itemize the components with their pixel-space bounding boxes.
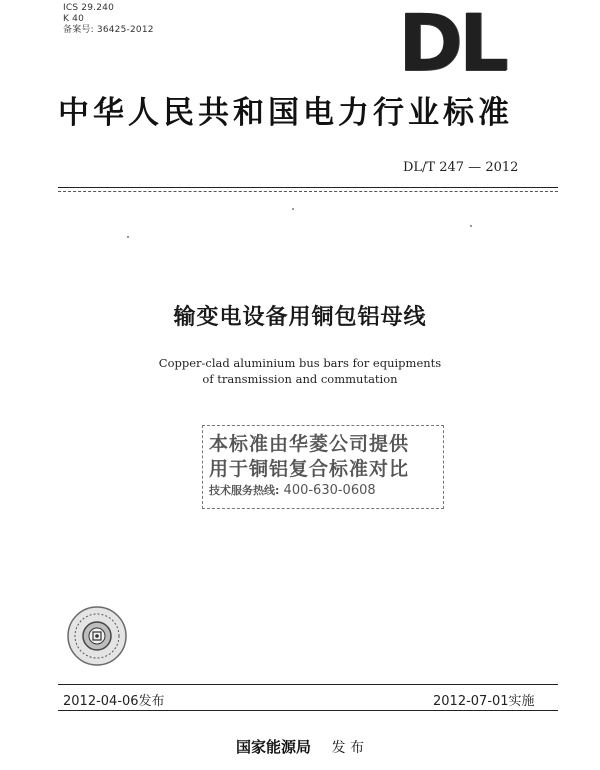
dl-logo: DL	[398, 0, 505, 89]
stamp-line-3	[209, 482, 437, 498]
scan-speck	[470, 225, 472, 227]
publisher-action: 发 布	[331, 740, 364, 756]
hotline-label: 技术服务热线:	[209, 484, 280, 497]
emblem-seal-icon	[66, 605, 128, 667]
title-en-line-1: Copper-clad aluminium bus bars for equipments	[158, 356, 442, 370]
title-en-line-2: of transmission and commutation	[202, 372, 398, 386]
hotline-number: 400-630-0608	[283, 483, 376, 498]
document-title-cn: 输变电设备用铜包铝母线	[173, 305, 427, 330]
record-number: 备案号: 36425-2012	[63, 25, 154, 35]
footer-rule-top	[58, 684, 558, 685]
header-rule	[58, 187, 558, 188]
standard-title: 中华人民共和国电力行业标准	[58, 95, 513, 131]
ccs-code: K 40	[63, 14, 85, 24]
implementation-date: 2012-07-01实施	[433, 694, 535, 709]
scan-speck	[127, 236, 129, 238]
header-rule-dashed	[58, 191, 558, 192]
stamp-line-2: 用于铜铝复合标准对比	[209, 458, 410, 480]
document-title-en	[0, 355, 600, 387]
publisher-line	[0, 736, 600, 757]
stamp-line-1: 本标准由华菱公司提供	[209, 433, 410, 455]
distributor-stamp	[202, 425, 444, 509]
publisher-org: 国家能源局	[236, 738, 312, 756]
ics-code: ICS 29.240	[63, 3, 115, 13]
issue-date: 2012-04-06发布	[63, 694, 165, 709]
scan-speck	[292, 208, 294, 210]
standard-code: DL/T 247 — 2012	[403, 160, 519, 175]
classification-block	[63, 3, 154, 36]
footer-rule-bottom	[58, 710, 558, 711]
